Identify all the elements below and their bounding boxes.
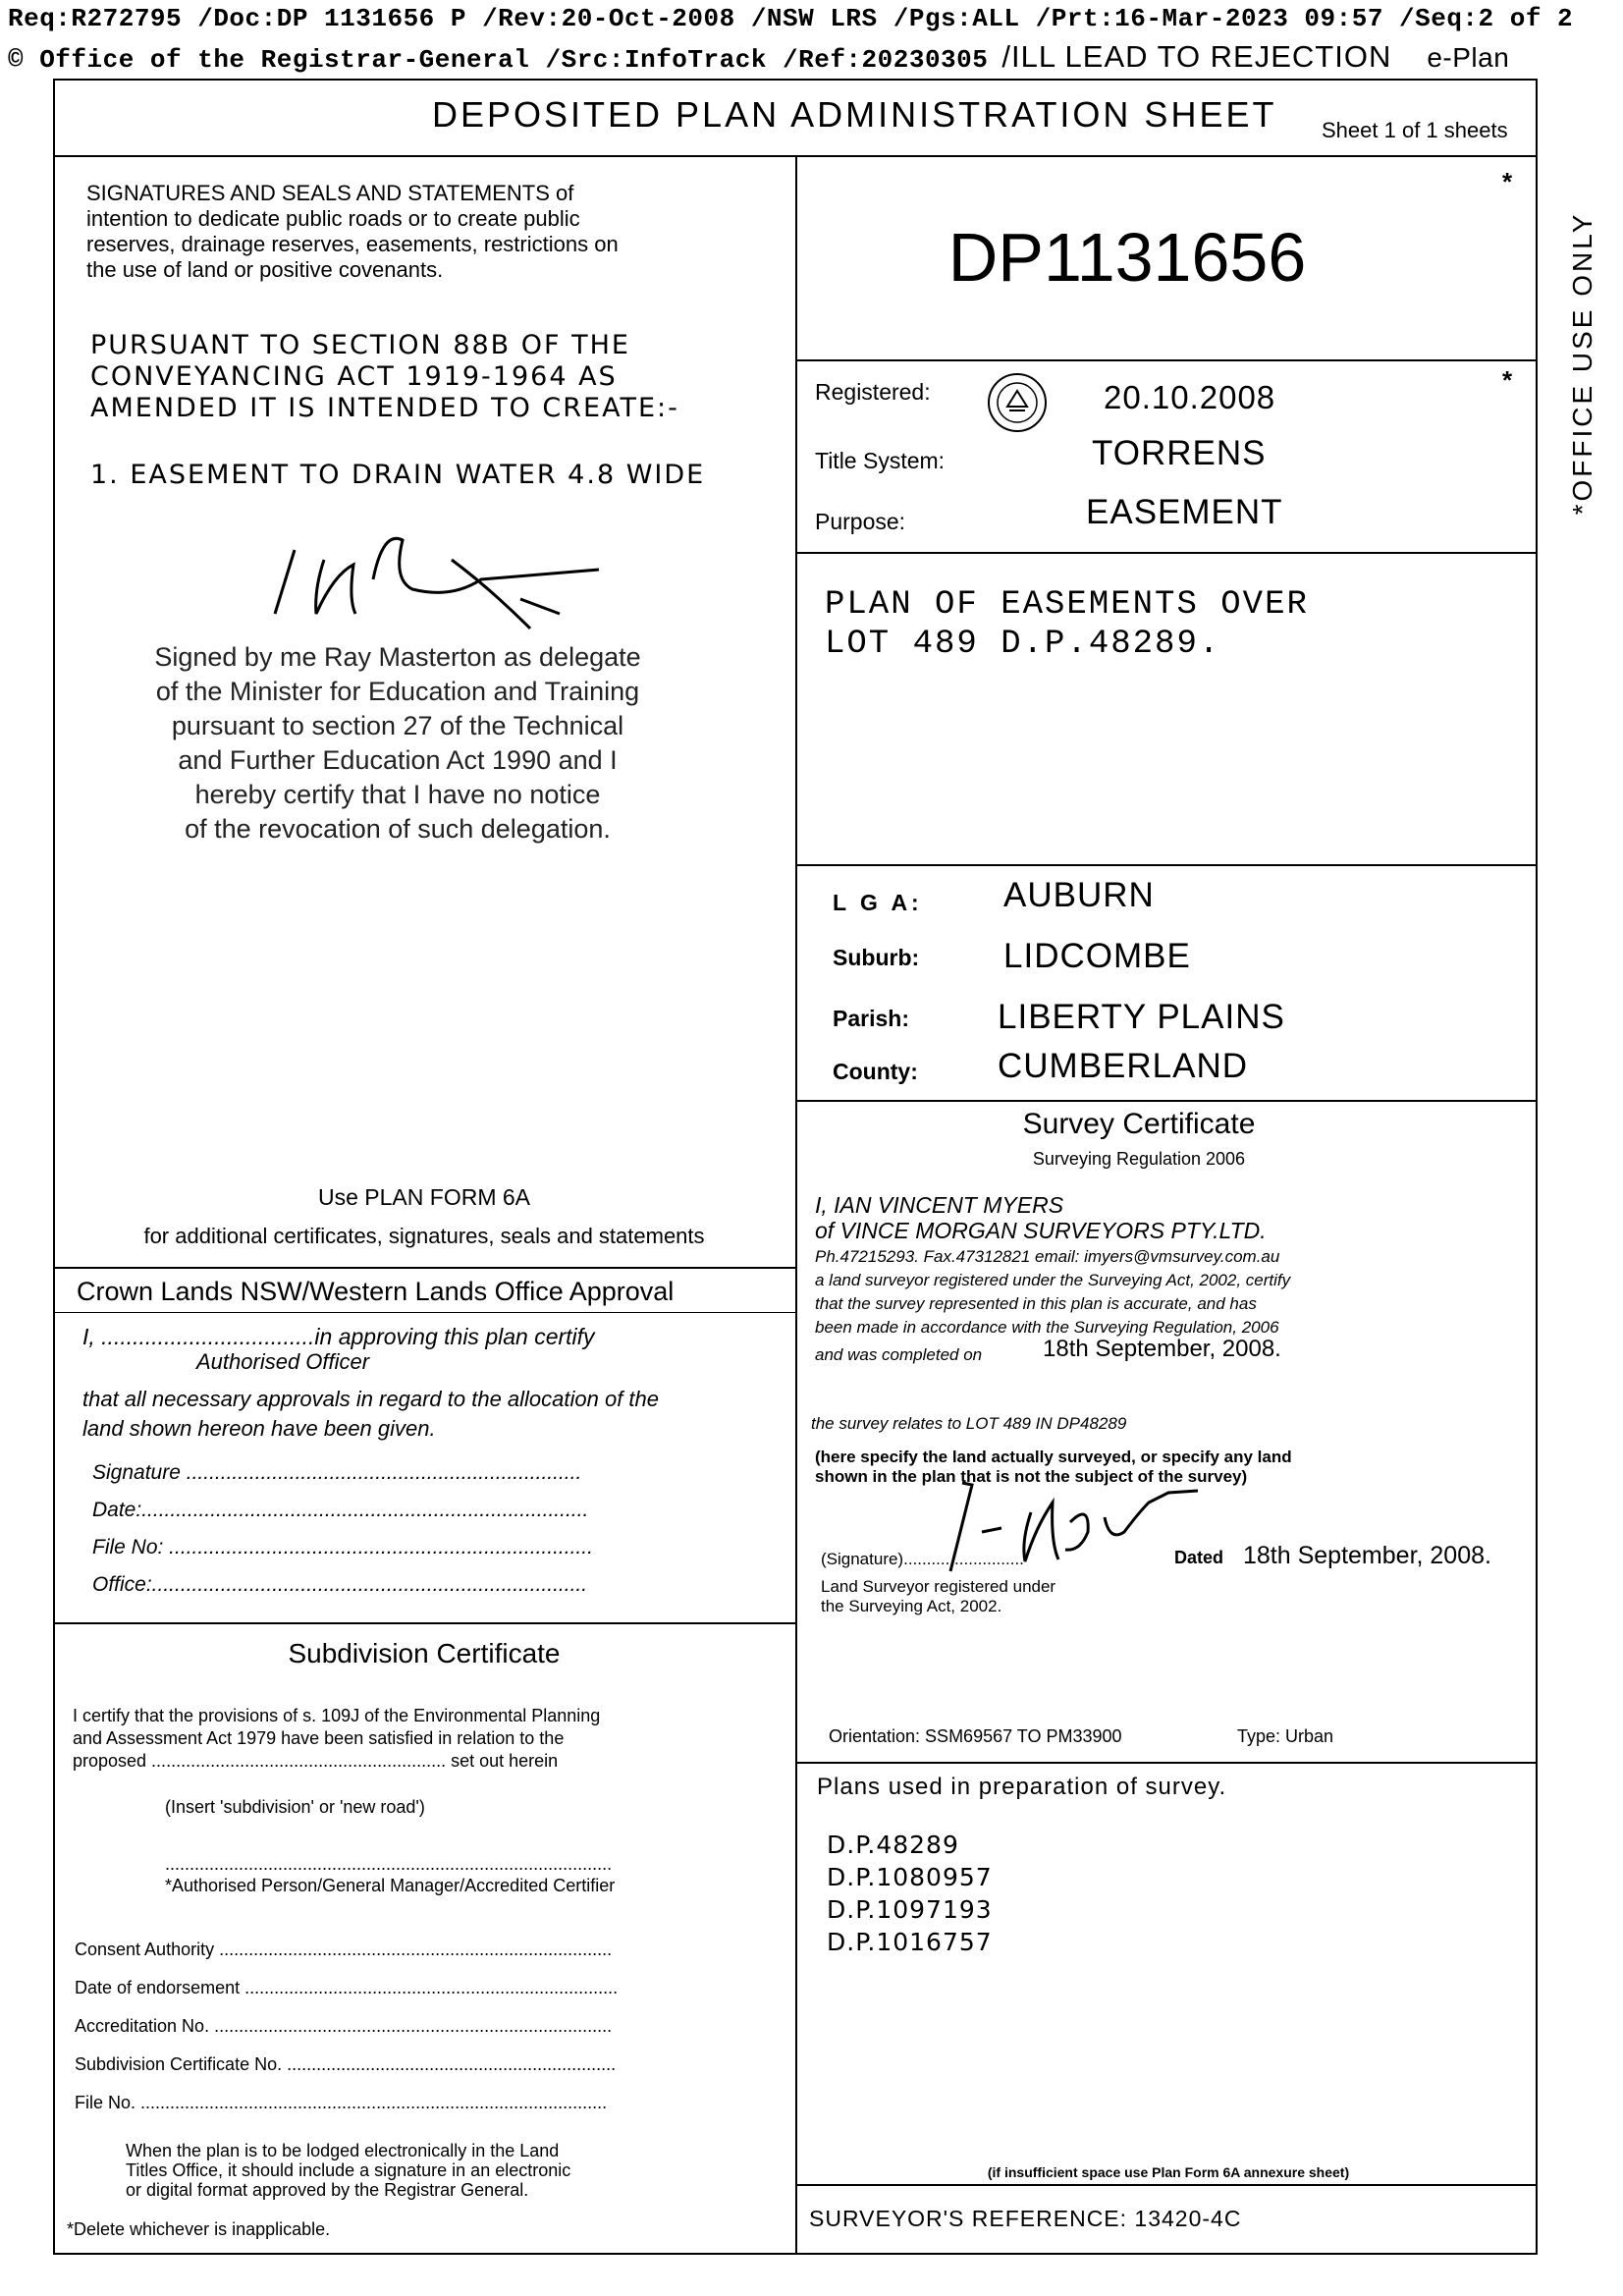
crown-signature-field: Signature ..................................................................... xyxy=(92,1461,582,1484)
document-source-header xyxy=(8,39,1509,75)
survey-type-text: Type: Urban xyxy=(1237,1726,1334,1746)
subdivision-fields: Consent Authority ................................................................................ Date of endorsement ............................................................................ Accreditation No. ................................................................................. Subdivision Certificate No. ................................................................... File No. ............................................................................................... xyxy=(75,1940,619,2112)
survey-divider xyxy=(795,1762,1538,1764)
signature-label: (Signature).......................... xyxy=(821,1550,1024,1568)
insufficient-space-note: (if insufficient space use Plan Form 6A annexure sheet) xyxy=(987,2164,1350,2180)
office-use-only-label: *OFFICE USE ONLY xyxy=(1567,211,1597,516)
registrar-general-seal-icon xyxy=(986,371,1049,434)
surveyor-reference: SURVEYOR'S REFERENCE: 13420-4C xyxy=(809,2206,1242,2231)
source-text: © Office of the Registrar-General /Src:InfoTrack /Ref:20230305 xyxy=(8,45,989,75)
crown-certify-line: I, ..................................in approving this plan certify xyxy=(82,1324,595,1349)
document-request-header: Req:R272795 /Doc:DP 1131656 P /Rev:20-Oct-2008 /NSW LRS /Pgs:ALL /Prt:16-Mar-2023 09:57 /Seq:2 of 2 xyxy=(8,4,1574,33)
office-use-star-1: * xyxy=(1502,167,1513,196)
parish-label: Parish: xyxy=(833,1006,909,1031)
dated-label: Dated xyxy=(1174,1548,1224,1567)
crown-date-field: Date:.............................................................................. xyxy=(92,1499,589,1521)
survey-here-note: (here specify the land actually surveyed, or specify any land shown in the plan that is not the subject of the survey) xyxy=(815,1448,1292,1486)
dp-number: DP1131656 xyxy=(947,219,1307,296)
crown-office-field: Office:............................................................................ xyxy=(92,1573,588,1596)
authorised-officer-label: Authorised Officer xyxy=(196,1349,370,1374)
delete-note: *Delete whichever is inapplicable. xyxy=(67,2219,331,2239)
completed-date: 18th September, 2008. xyxy=(1043,1336,1281,1362)
survey-relates: the survey relates to LOT 489 IN DP48289 xyxy=(811,1414,1127,1433)
lga-label: L G A: xyxy=(833,890,923,915)
parish-value: LIBERTY PLAINS xyxy=(998,998,1285,1036)
dated-value: 18th September, 2008. xyxy=(1243,1542,1491,1569)
surveyor-name: I, IAN VINCENT MYERS of VINCE MORGAN SURVEYORS PTY.LTD. xyxy=(815,1192,1267,1243)
crown-approval-title: Crown Lands NSW/Western Lands Office Approval xyxy=(77,1277,675,1306)
sheet-count: Sheet 1 of 1 sheets xyxy=(1322,118,1508,142)
use-plan-form: Use PLAN FORM 6A xyxy=(318,1184,530,1210)
use-plan-form-sub: for additional certificates, signatures, seals and statements xyxy=(143,1224,705,1248)
easement-item: 1. EASEMENT TO DRAIN WATER 4.8 WIDE xyxy=(90,460,706,490)
list-item: D.P.1016757 xyxy=(827,1928,993,1956)
county-label: County: xyxy=(833,1059,918,1084)
plans-used-list xyxy=(827,1829,993,1958)
land-surveyor-note: Land Surveyor registered under the Surveying Act, 2002. xyxy=(821,1577,1056,1615)
office-use-star-2: * xyxy=(1502,365,1513,395)
plan-divider xyxy=(795,864,1538,866)
plans-used-title: Plans used in preparation of survey. xyxy=(817,1774,1227,1800)
title-system-label: Title System: xyxy=(815,448,946,473)
survey-body-text: Ph.47215293. Fax.47312821 email: imyers@vmsurvey.com.au a land surveyor registered under the Surveying Act, 2002, certify that the survey represented in this plan is accurate, and has been made in accordance with the Surveying Regulation, 2006 xyxy=(815,1247,1291,1337)
registered-date: 20.10.2008 xyxy=(1104,379,1276,415)
county-value: CUMBERLAND xyxy=(998,1047,1249,1085)
survey-certificate-subtitle: Surveying Regulation 2006 xyxy=(1032,1149,1246,1169)
title-system-value: TORRENS xyxy=(1092,434,1267,472)
crown-title-underline xyxy=(53,1312,797,1313)
plan-description: PLAN OF EASEMENTS OVER LOT 489 D.P.48289. xyxy=(825,586,1309,663)
crown-top-divider xyxy=(53,1267,797,1269)
list-item: D.P.1097193 xyxy=(827,1895,993,1924)
list-item: D.P.48289 xyxy=(827,1831,959,1859)
sheet-title: DEPOSITED PLAN ADMINISTRATION SHEET xyxy=(432,94,1277,135)
delegation-statement: Signed by me Ray Masterton as delegate of the Minister for Education and Training pursuant to section 27 of the Technical and Further Education Act 1990 and I hereby certify that I have no notice of the revocation of such delegation. xyxy=(154,642,641,844)
subdivision-top-divider xyxy=(53,1622,797,1624)
certifier-label: *Authorised Person/General Manager/Accredited Certifier xyxy=(165,1876,616,1895)
purpose-value: EASEMENT xyxy=(1086,493,1283,531)
registered-label: Registered: xyxy=(815,379,931,405)
insert-note: (Insert 'subdivision' or 'new road') xyxy=(165,1797,425,1817)
list-item: D.P.1080957 xyxy=(827,1863,993,1891)
dp-divider xyxy=(795,359,1538,361)
survey-certificate-title: Survey Certificate xyxy=(1022,1108,1256,1140)
section-88b-statement: PURSUANT TO SECTION 88B OF THE CONVEYANCING ACT 1919-1964 AS AMENDED IT IS INTENDED TO CREATE:- xyxy=(90,330,679,423)
lga-value: AUBURN xyxy=(1003,876,1155,914)
purpose-label: Purpose: xyxy=(815,509,906,534)
subdivision-title: Subdivision Certificate xyxy=(288,1638,561,1668)
registration-divider xyxy=(795,552,1538,554)
orientation-text: Orientation: SSM69567 TO PM33900 xyxy=(829,1726,1122,1746)
suburb-label: Suburb: xyxy=(833,945,920,970)
location-divider xyxy=(795,1100,1538,1102)
certifier-signature-line: ........................................................................................... xyxy=(165,1854,613,1874)
eplan-label: e-Plan xyxy=(1427,42,1510,73)
completed-label: and was completed on xyxy=(815,1345,983,1364)
suburb-value: LIDCOMBE xyxy=(1003,937,1191,975)
crown-file-no-field: File No: .......................................................................... xyxy=(92,1536,593,1558)
column-divider xyxy=(795,155,797,2255)
plans-divider xyxy=(795,2184,1538,2186)
intro-text: SIGNATURES AND SEALS AND STATEMENTS of intention to dedicate public roads or to create public reserves, drainage reserves, easements, restrictions on the use of land or positive covenants. xyxy=(86,181,619,282)
crown-approvals-line: that all necessary approvals in regard to the allocation of the xyxy=(82,1387,660,1411)
delegate-signature xyxy=(255,520,619,638)
crown-given-line: land shown hereon have been given. xyxy=(82,1416,436,1441)
warning-text: /ILL LEAD TO REJECTION xyxy=(1001,39,1392,74)
electronic-lodgement-note: When the plan is to be lodged electronically in the Land Titles Office, it should include a signature in an electronic or digital format approved by the Registrar General. xyxy=(126,2141,571,2200)
subdivision-certify-text: I certify that the provisions of s. 109J of the Environmental Planning and Assessment Act 1979 have been satisfied in relation to the proposed ............................................................ set out herein xyxy=(73,1706,601,1771)
